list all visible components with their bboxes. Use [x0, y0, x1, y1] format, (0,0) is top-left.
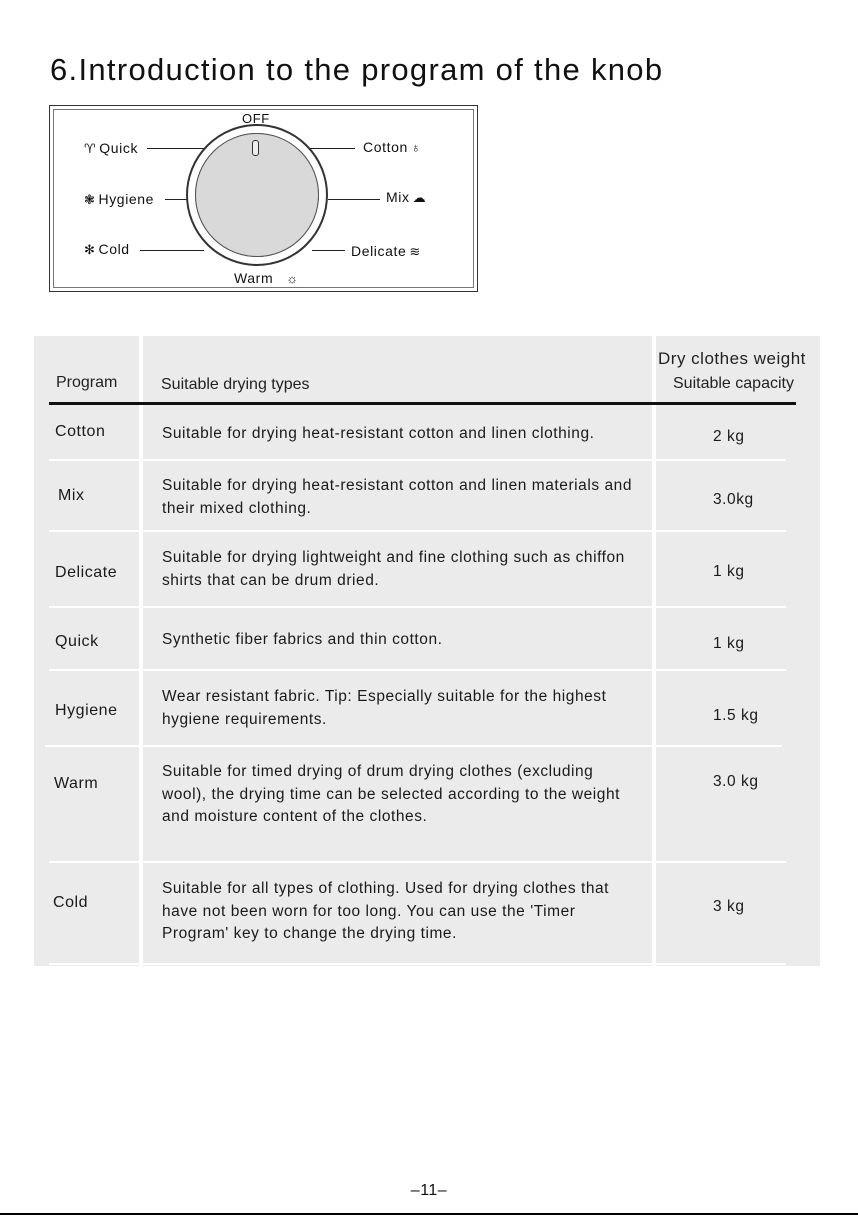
header-program: Program [56, 374, 118, 391]
knob-label-cotton: Cotton ♁ [363, 139, 422, 155]
page-title: 6.Introduction to the program of the knob [50, 52, 664, 87]
row-capacity-quick: 1 kg [713, 635, 745, 652]
knob-label-cold: ✻ Cold [84, 241, 130, 257]
row-program-delicate: Delicate [55, 564, 118, 581]
knob-label-hygiene: ❃ Hygiene [84, 191, 155, 207]
delicate-icon: ≋ [409, 243, 421, 259]
row-desc-cotton: Suitable for drying heat-resistant cotton and linen clothing. [162, 425, 595, 442]
row-program-quick: Quick [55, 633, 99, 650]
row-desc-quick: Synthetic fiber fabrics and thin cotton. [162, 631, 443, 648]
knob-label-quick: ♈ Quick [84, 140, 139, 156]
header-types: Suitable drying types [161, 376, 310, 393]
knob-label-delicate: Delicate ≋ [351, 243, 421, 259]
row-capacity-mix: 3.0kg [713, 491, 754, 508]
row-program-hygiene: Hygiene [55, 702, 118, 719]
cotton-leader-line [306, 148, 355, 149]
row-capacity-hygiene: 1.5 kg [713, 707, 759, 724]
hygiene-icon: ❃ [84, 191, 96, 207]
row-desc-hygiene: Wear resistant fabric. Tip: Especially suitable for the highest hygiene requirements. [162, 688, 607, 728]
row-program-cold: Cold [53, 894, 89, 911]
header-capacity: Suitable capacity [673, 375, 794, 392]
program-knob[interactable] [186, 124, 328, 266]
row-desc-mix: Suitable for drying heat-resistant cotton and linen materials and their mixed clothing. [162, 477, 632, 517]
cold-leader-line [140, 250, 204, 251]
row-program-mix: Mix [58, 487, 85, 504]
row-capacity-delicate: 1 kg [713, 563, 745, 580]
page-number: –11– [410, 1182, 448, 1199]
row-capacity-cold: 3 kg [713, 898, 745, 915]
knob-label-warm: Warm ☼ [234, 270, 299, 286]
snowflake-icon: ✻ [84, 241, 96, 257]
knob-face [195, 133, 319, 257]
bottom-rule [0, 1213, 858, 1215]
row-desc-delicate: Suitable for drying lightweight and fine clothing such as chiffon shirts that can be drum dried. [162, 549, 625, 589]
row-desc-warm: Suitable for timed drying of drum drying clothes (excluding wool), the drying time can be selected according to the weight and moisture content of the clothes. [162, 763, 621, 825]
knob-pointer [252, 140, 259, 156]
delicate-leader-line [312, 250, 345, 251]
cotton-icon: ♁ [410, 139, 422, 155]
quick-icon: ♈ [84, 140, 97, 156]
mix-icon: ☁ [412, 189, 427, 205]
knob-label-mix: Mix ☁ [386, 189, 427, 205]
row-capacity-warm: 3.0 kg [713, 773, 759, 790]
row-desc-cold: Suitable for all types of clothing. Used for drying clothes that have not been worn for too long. You can use the 'Timer Program' key to change the drying time. [162, 880, 610, 942]
knob-label-off: OFF [242, 111, 270, 126]
sun-icon: ☼ [286, 270, 299, 286]
row-program-warm: Warm [54, 775, 99, 792]
mix-leader-line [328, 199, 380, 200]
row-program-cotton: Cotton [55, 423, 106, 440]
quick-leader-line [147, 148, 209, 149]
row-capacity-cotton: 2 kg [713, 428, 745, 445]
header-weight: Dry clothes weight [658, 349, 806, 368]
header-rule [49, 402, 796, 405]
